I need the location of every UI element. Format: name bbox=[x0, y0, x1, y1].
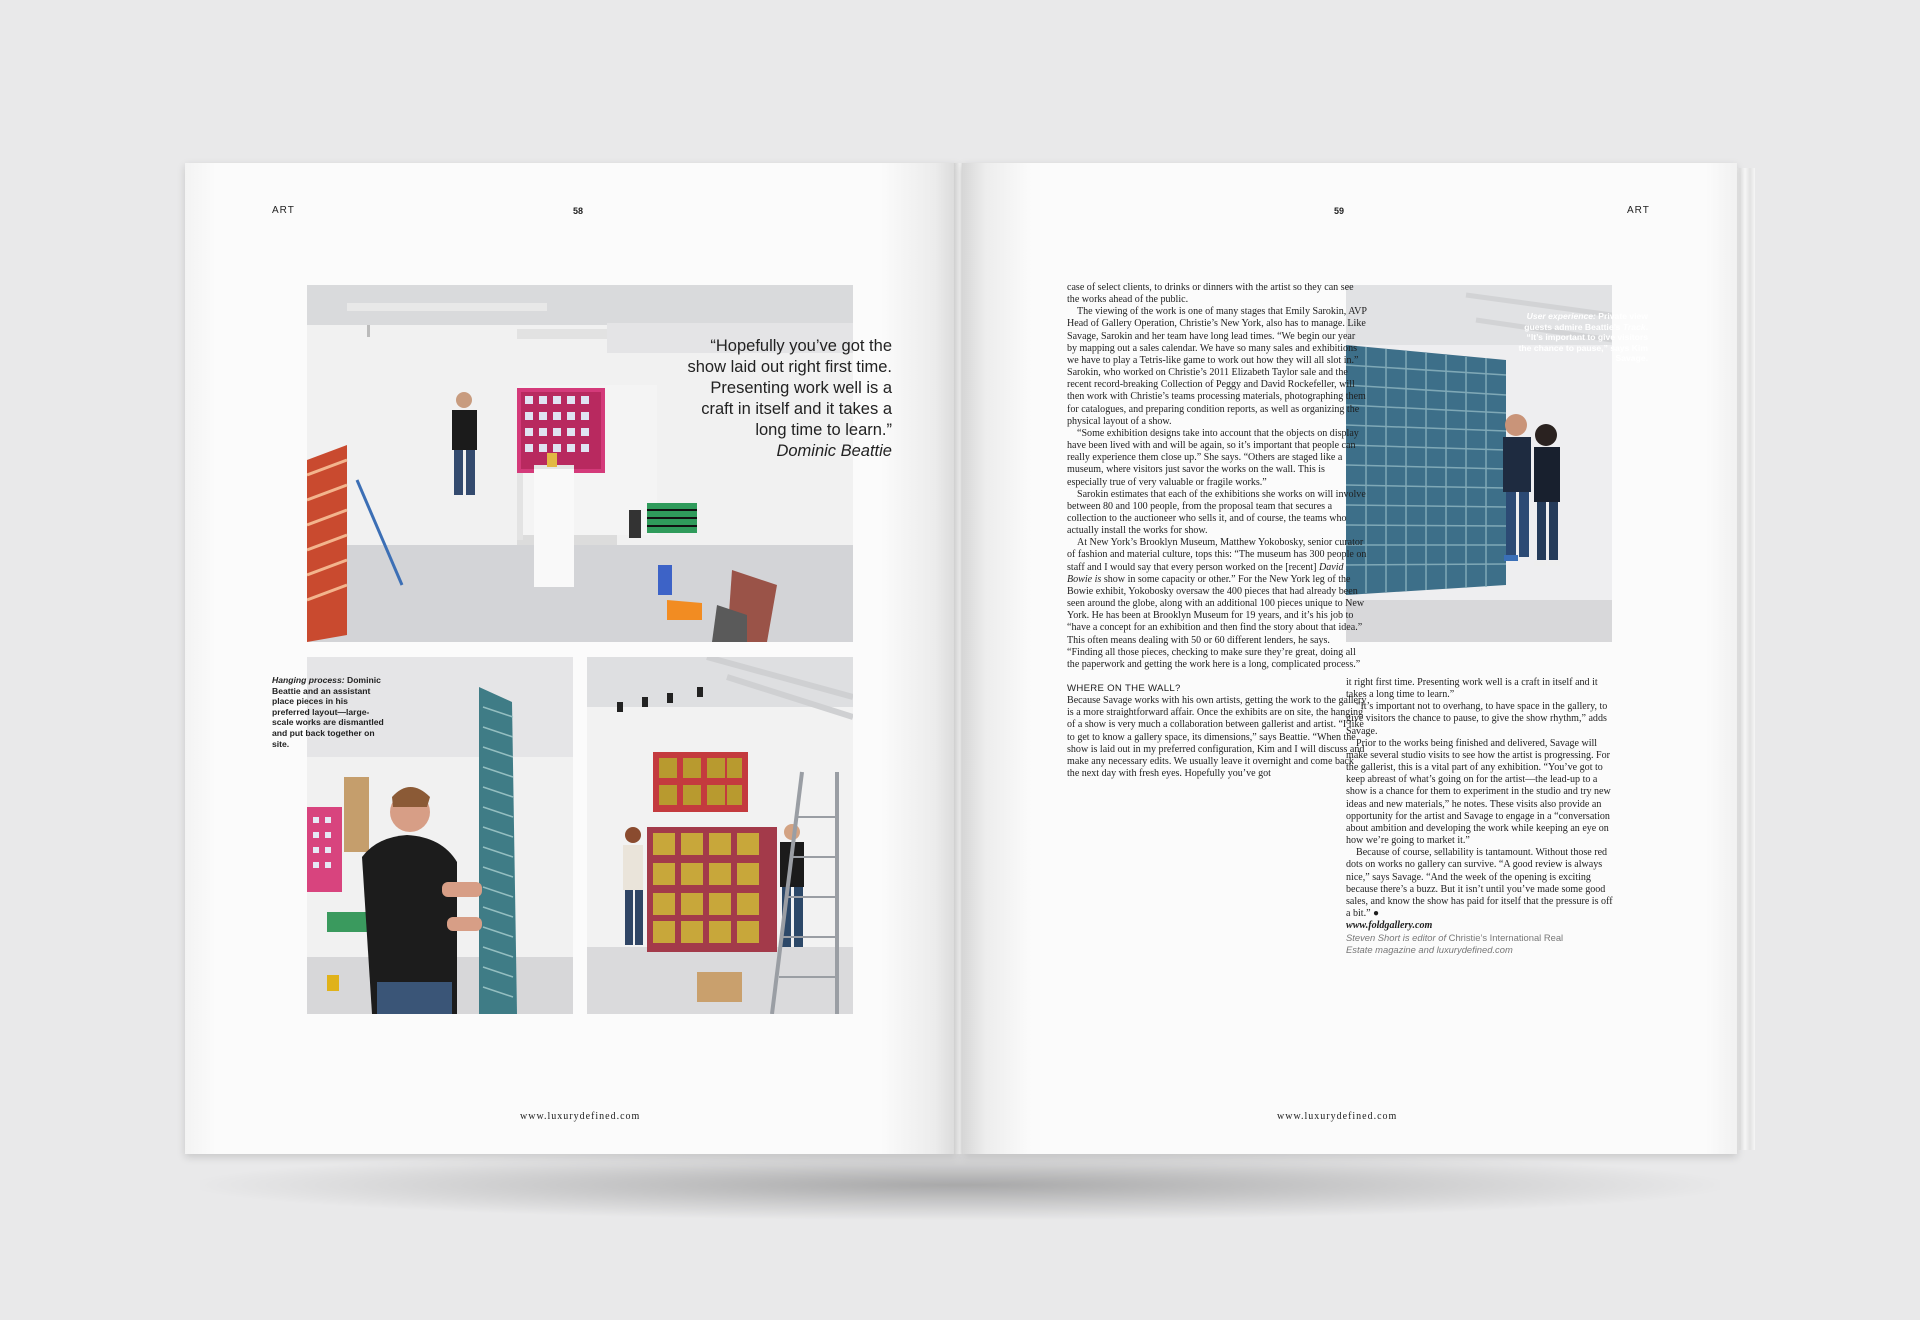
left-photo-caption bbox=[272, 675, 384, 749]
col1-p5-b: show in some capacity or other.” For the New York leg of the Bowie exhibit, Yokobosky oversaw the 400 pieces that had already been seen around the globe, along with an additional 100 pieces unique to New York. He has been at Brooklyn Museum for 19 years, and it’s his job to “have a concept for an exhibition and then find the story about that idea.” This often means dealing with 50 or 60 different lenders, he says. “Finding all those pieces, checking to make sure they’re great, doing all the paperwork and getting the work here is a long, complicated process.” bbox=[1067, 573, 1365, 670]
right-footer-url: www.luxurydefined.com bbox=[1277, 1111, 1398, 1122]
section-heading: WHERE ON THE WALL? bbox=[1067, 683, 1181, 694]
left-section-label: ART bbox=[272, 205, 295, 216]
pull-quote bbox=[682, 336, 892, 462]
col1-p5-italic: David Bowie is bbox=[1067, 561, 1344, 585]
col1-paragraph-5 bbox=[1067, 537, 1367, 671]
right-section-label: ART bbox=[1627, 205, 1650, 216]
book-shadow bbox=[200, 1150, 1720, 1220]
col2-paragraph-3: Prior to the works being finished and delivered, Savage will make several studio visits to see how the artist is progressing. For the gallerist, this is a vital part of any exhibition. “You’ve got to keep abreast of what’s going on for the artist—the lead-up to a show is a chance for them to experiment in the studio and try new ideas and new materials,” he notes. These visits also provide an opportunity for the artist and Savage to engage in a “conversation about ambition and developing the work while keeping an eye on how we’re going to market it.” bbox=[1346, 737, 1611, 847]
credit-a: Steven Short is editor of bbox=[1346, 932, 1449, 944]
two-people-hanging-photo bbox=[587, 657, 853, 1014]
col1-p5-a: At New York’s Brooklyn Museum, Matthew Yokobosky, senior curator of fashion and material culture, tops this: “The museum has 300 people on staff and I would say that every person worked on the [recent] bbox=[1067, 537, 1367, 573]
right-caption-italic: Track bbox=[1622, 321, 1646, 332]
left-caption-text: Dominic Beattie and an assistant place pieces in his preferred layout—large-scale works are dismantled and put back together on site. bbox=[272, 675, 384, 749]
credit-b: Christie’s International Real bbox=[1448, 932, 1564, 944]
col2-paragraph-1: it right first time. Presenting work well is a craft in itself and it takes a long time to learn.” bbox=[1346, 677, 1598, 701]
right-page-number: 59 bbox=[1334, 206, 1345, 216]
left-page-number: 58 bbox=[573, 206, 584, 216]
author-credit bbox=[1346, 932, 1616, 956]
article-column-1 bbox=[1067, 282, 1367, 780]
col2-paragraph-4: Because of course, sellability is tantamount. Without those red dots on works no gallery can survive. “A good review is always nice,” says Savage. “And the week of the opening is exciting because there’s a buzz. But it isn’t until you’ve made some good sales, and know the show has paid for itself that the pressure is off a bit.” ● bbox=[1346, 847, 1613, 919]
article-column-2 bbox=[1346, 677, 1616, 957]
col2-paragraph-2: “It’s important not to overhang, to have space in the gallery, to give visitors the chance to pause, to give the show rhythm,” adds Savage. bbox=[1346, 701, 1608, 737]
col1-paragraph-4: Sarokin estimates that each of the exhibitions she works on will involve between 80 and 100 people, from the proposal team that secures a collection to the auctioneer who sells it, and of course, the teams who actually install the works for show. bbox=[1067, 488, 1366, 537]
col1-paragraph-6: Because Savage works with his own artists, getting the work to the gallery is a more straightforward affair. Once the exhibits are on site, the hanging of a show is very much a collaboration between gallerist and artist. “I like to get to know a gallery space, its dimensions,” says Beattie. “When the show is laid out in my preferred configuration, Kim and I will discuss and make any necessary edits. We usually leave it overnight and come back the next day with fresh eyes. Hopefully you’ve got bbox=[1067, 695, 1367, 780]
pull-quote-text: “Hopefully you’ve got the show laid out right first time. Presenting work well is a craft in itself and it takes a long time to learn.” bbox=[687, 337, 892, 439]
col1-paragraph-1: case of select clients, to drinks or dinners with the artist so they can see the works ahead of the public. bbox=[1067, 282, 1354, 306]
pull-quote-attribution: Dominic Beattie bbox=[776, 442, 892, 460]
left-caption-lead: Hanging process: bbox=[272, 675, 345, 685]
right-photo-caption bbox=[1518, 311, 1648, 364]
col1-paragraph-2: The viewing of the work is one of many stages that Emily Sarokin, AVP Head of Gallery Operation, Christie’s New York, also has to manage. Like Savage, Sarokin and her team have long lead times. “We begin our year by mapping out a sales calendar. We have so many sales and exhibitions we have to play a Tetris-like game to work out how they will all slot in.” Sarokin, who worked on Christie’s 2011 Elizabeth Taylor sale and the recent record-breaking Collection of Peggy and David Rockefeller, will then work with Christie’s teams processing materials, photographing them for catalogues, and preparing condition reports, as well as organizing the physical layout of a show. bbox=[1067, 306, 1367, 427]
credit-c: Estate magazine and luxurydefined.com bbox=[1346, 944, 1513, 956]
right-caption-text-a: Private view guests admire Beattie’s bbox=[1524, 311, 1648, 332]
left-footer-url: www.luxurydefined.com bbox=[520, 1111, 641, 1122]
right-page-edges bbox=[1735, 168, 1755, 1150]
right-caption-lead: User experience: bbox=[1526, 311, 1596, 321]
col1-paragraph-3: “Some exhibition designs take into account that the objects on display have been lived with and will be again, so it’s important that people can really experience them close up.” She says. “Others are staged like a museum, where visitors just savor the works on the wall. This is especially true of very valuable or fragile works.” bbox=[1067, 427, 1359, 488]
gallery-website-link[interactable]: www.foldgallery.com bbox=[1346, 920, 1433, 932]
right-caption-text-b: . “It’s important to give visitors the chance to pause,” says Kim Savage. bbox=[1518, 321, 1648, 364]
